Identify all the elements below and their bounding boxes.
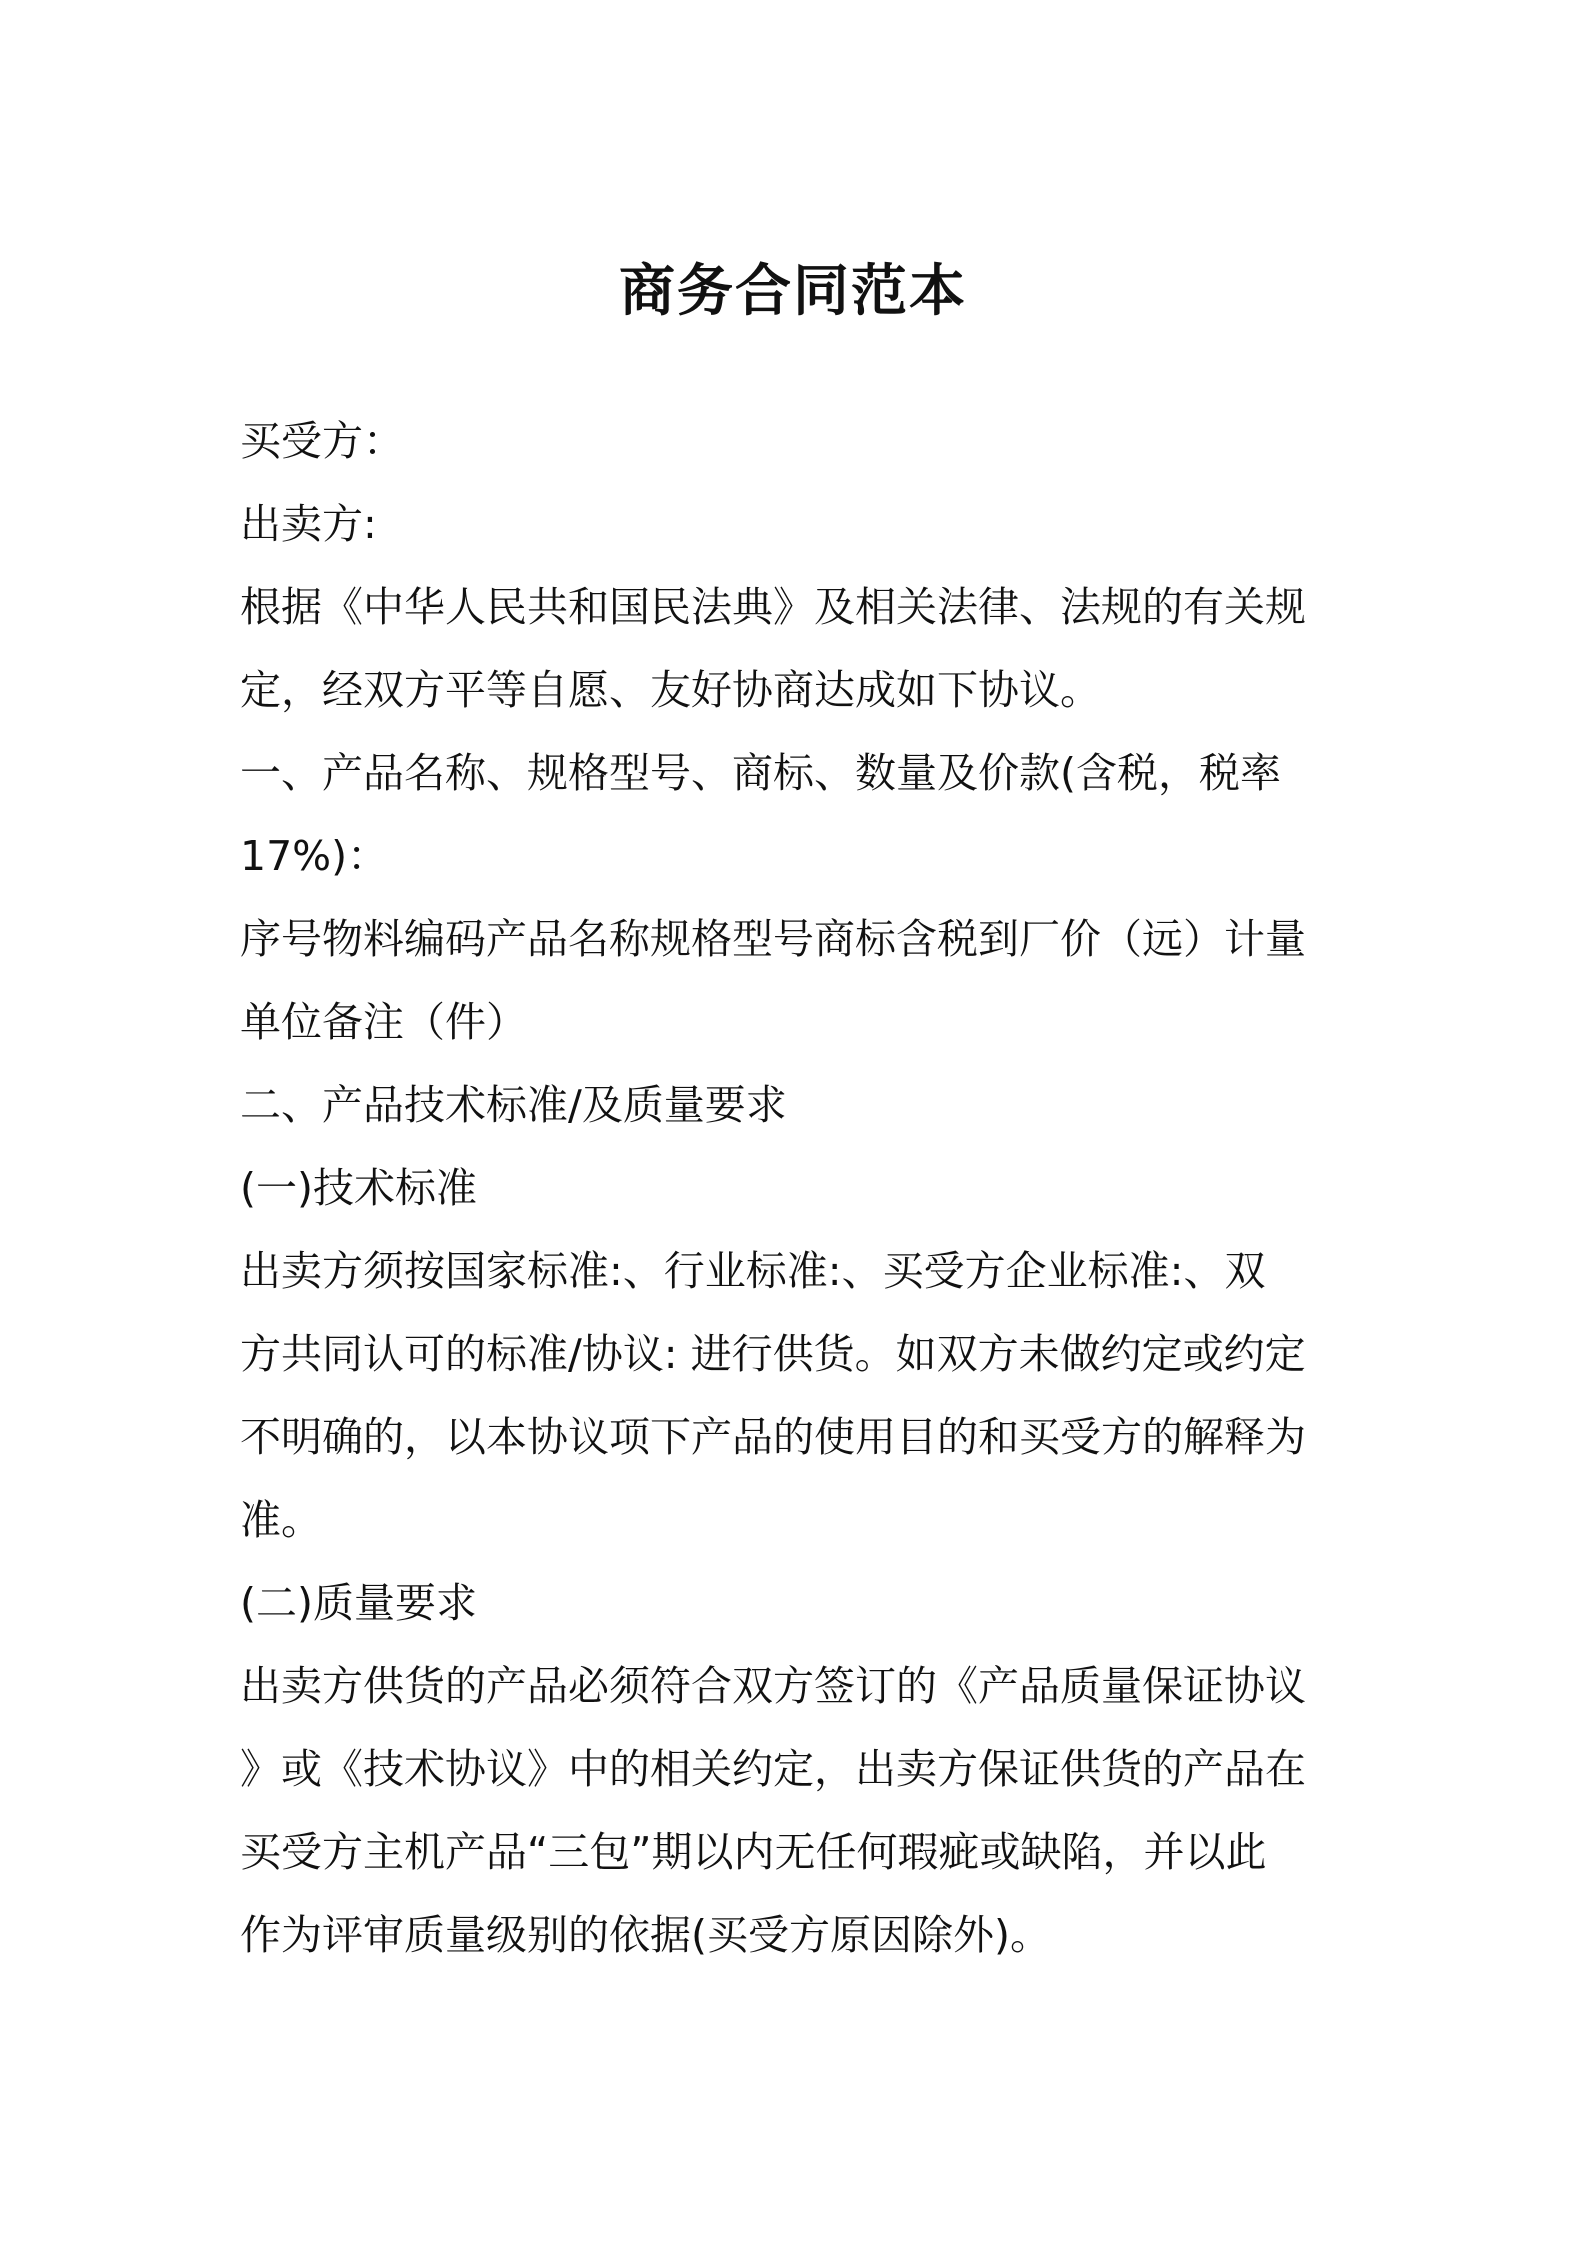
technical-standard-line-3: 不明确的，以本协议项下产品的使用目的和买受方的解释为 xyxy=(240,1413,1306,1461)
quality-requirement-line-2: 》或《技术协议》中的相关约定，出卖方保证供货的产品在 xyxy=(240,1745,1306,1793)
quality-requirement-line-4: 作为评审质量级别的依据(买受方原因除外)。 xyxy=(240,1911,1051,1959)
buyer-line: 买受方： xyxy=(240,417,404,465)
technical-standard-line-2: 方共同认可的标准/协议: 进行供货。如双方未做约定或约定 xyxy=(240,1330,1306,1378)
subsection-technical-standard: (一)技术标准 xyxy=(240,1164,477,1212)
subsection-quality-requirement: (二)质量要求 xyxy=(240,1579,477,1627)
preamble-line-2: 定，经双方平等自愿、友好协商达成如下协议。 xyxy=(240,666,1101,714)
table-header-line-1: 序号物料编码产品名称规格型号商标含税到厂价（远）计量 xyxy=(240,915,1306,963)
technical-standard-line-1: 出卖方须按国家标准:、行业标准:、买受方企业标准:、双 xyxy=(240,1247,1266,1295)
seller-line: 出卖方: xyxy=(240,500,377,548)
document-title: 商务合同范本 xyxy=(619,259,967,324)
quality-requirement-line-3: 买受方主机产品“三包”期以内无任何瑕疵或缺陷，并以此 xyxy=(240,1828,1267,1876)
quality-requirement-line-1: 出卖方供货的产品必须符合双方签订的《产品质量保证协议 xyxy=(240,1662,1306,1710)
section-2-heading: 二、产品技术标准/及质量要求 xyxy=(240,1081,787,1129)
document-body xyxy=(240,400,1360,1977)
table-header-line-2: 单位备注（件） xyxy=(240,998,527,1046)
section-1-heading-line-2: 17%)： xyxy=(240,832,389,880)
section-1-heading-line-1: 一、产品名称、规格型号、商标、数量及价款(含税，税率 xyxy=(240,749,1281,797)
technical-standard-line-4: 准。 xyxy=(240,1496,322,1544)
preamble-line-1: 根据《中华人民共和国民法典》及相关法律、法规的有关规 xyxy=(240,583,1306,631)
